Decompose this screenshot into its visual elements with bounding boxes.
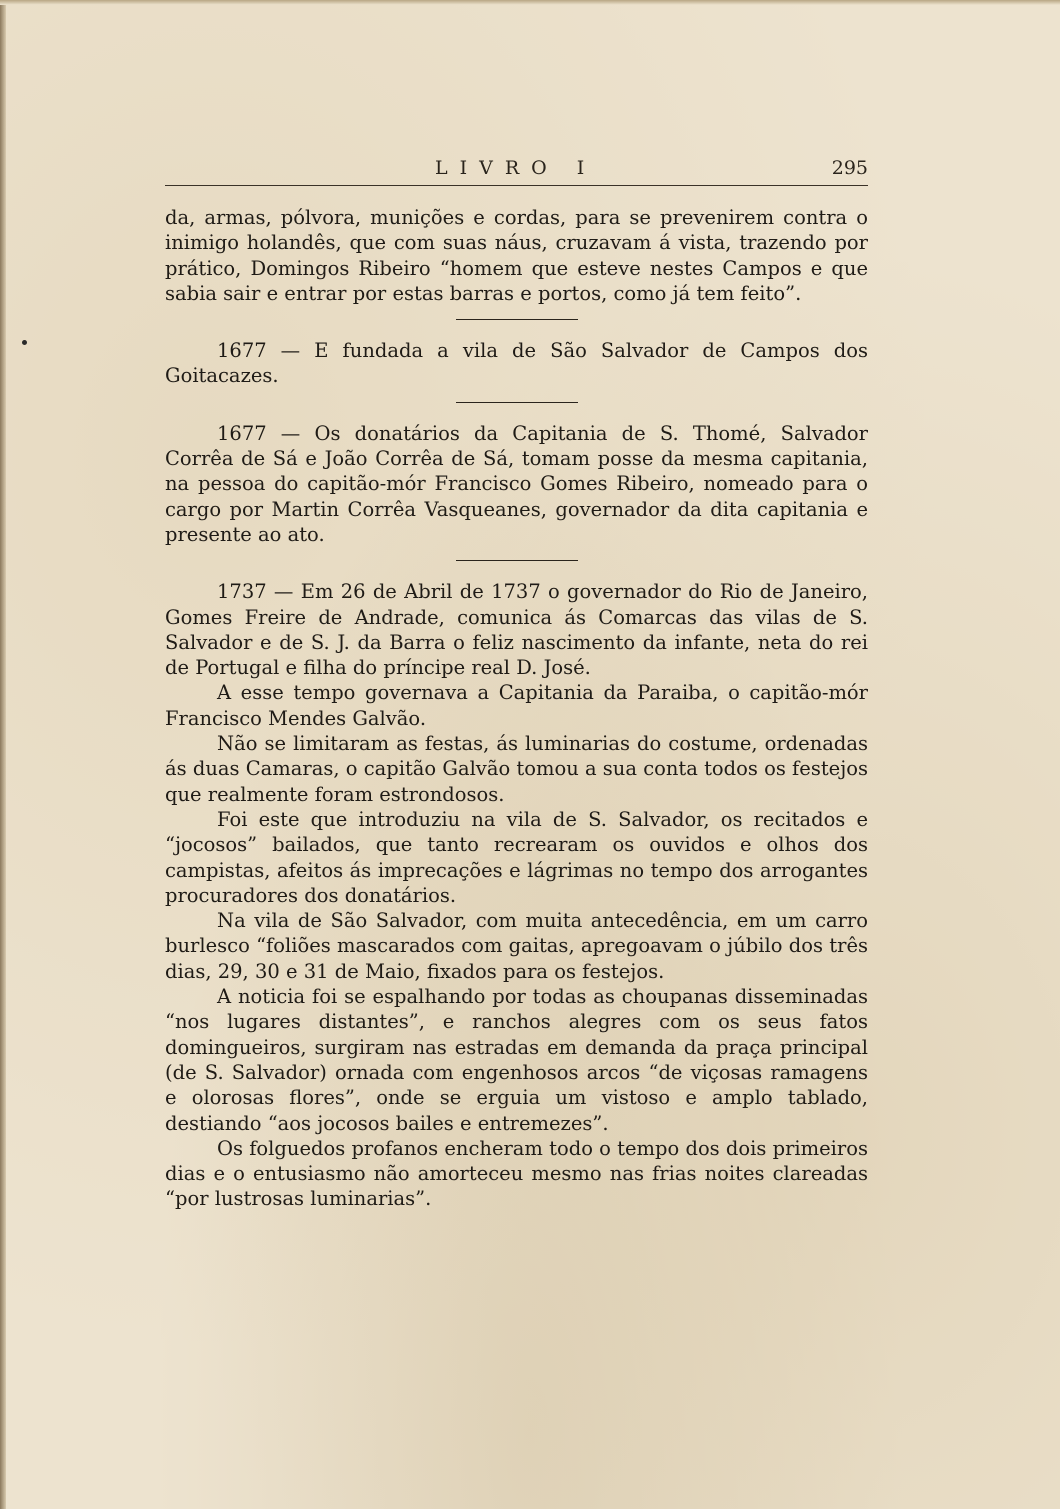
chronology-entry: 1677 — E fundada a vila de São Salvador de Campos dos Goitacazes. <box>165 339 868 388</box>
ink-speck <box>22 340 27 345</box>
page-number: 295 <box>831 157 868 179</box>
chronology-entry: 1737 — Em 26 de Abril de 1737 o governador do Rio de Janeiro, Gomes Freire de Andrade, comunica ás Comarcas das vilas de S. Salvador e de S. J. da Barra o feliz nascimento da infante, neta do rei de Portugal e filha do príncipe real D. José. <box>165 580 868 680</box>
body-text <box>165 205 868 1212</box>
paragraph: Na vila de São Salvador, com muita antecedência, em um carro burlesco “foliões mascarados com gaitas, apregoavam o júbilo dos três dias, 29, 30 e 31 de Maio, fixados para os festejos. <box>165 909 868 983</box>
paragraph: da, armas, pólvora, munições e cordas, para se prevenirem contra o inimigo holandês, que com suas náus, cruzavam á vista, trazendo por prático, Domingos Ribeiro “homem que esteve nestes Campos e que sabia sair e entrar por estas barras e portos, como já tem feito”. <box>165 206 868 305</box>
paragraph: Foi este que introduziu na vila de S. Salvador, os recitados e “jocosos” bailados, que tanto recrearam os ouvidos e olhos dos campistas, afeitos ás imprecações e lágrimas no tempo dos arrogantes procuradores dos donatários. <box>165 807 868 907</box>
section-separator <box>456 319 578 320</box>
paragraph: A esse tempo governava a Capitania da Paraiba, o capitão-mór Francisco Mendes Galvão. <box>165 681 868 730</box>
page-left-edge <box>0 0 6 1509</box>
running-title: LIVRO I <box>435 157 597 179</box>
paragraph: Os folguedos profanos encheram todo o tempo dos dois primeiros dias e o entusiasmo não amorteceu mesmo nas frias noites clareadas “por lustrosas luminarias”. <box>165 1136 868 1211</box>
page-top-edge <box>0 0 1060 5</box>
paragraph: Não se limitaram as festas, ás luminarias do costume, ordenadas ás duas Camaras, o capitão Galvão tomou a sua conta todos os festejos que realmente foram estrondosos. <box>165 732 868 806</box>
section-separator <box>456 402 578 403</box>
paragraph: A noticia foi se espalhando por todas as choupanas disseminadas “nos lugares distantes”, e ranchos alegres com os seus fatos domingueiros, surgiram nas estradas em demanda da praça principal (de S. Salvador) ornada com engenhosos arcos “de viçosas ramagens e olorosas flores”, onde se erguia um vistoso e amplo tablado, destiando “aos jocosos bailes e entremezes”. <box>165 985 868 1135</box>
chronology-entry: 1677 — Os donatários da Capitania de S. Thomé, Salvador Corrêa de Sá e João Corrêa de Sá, tomam posse da mesma capitania, na pessoa do capitão-mór Francisco Gomes Ribeiro, nomeado para o cargo por Martin Corrêa Vasqueanes, governador da dita capitania e presente ao ato. <box>165 421 868 546</box>
section-separator <box>456 560 578 561</box>
running-head <box>165 155 868 186</box>
